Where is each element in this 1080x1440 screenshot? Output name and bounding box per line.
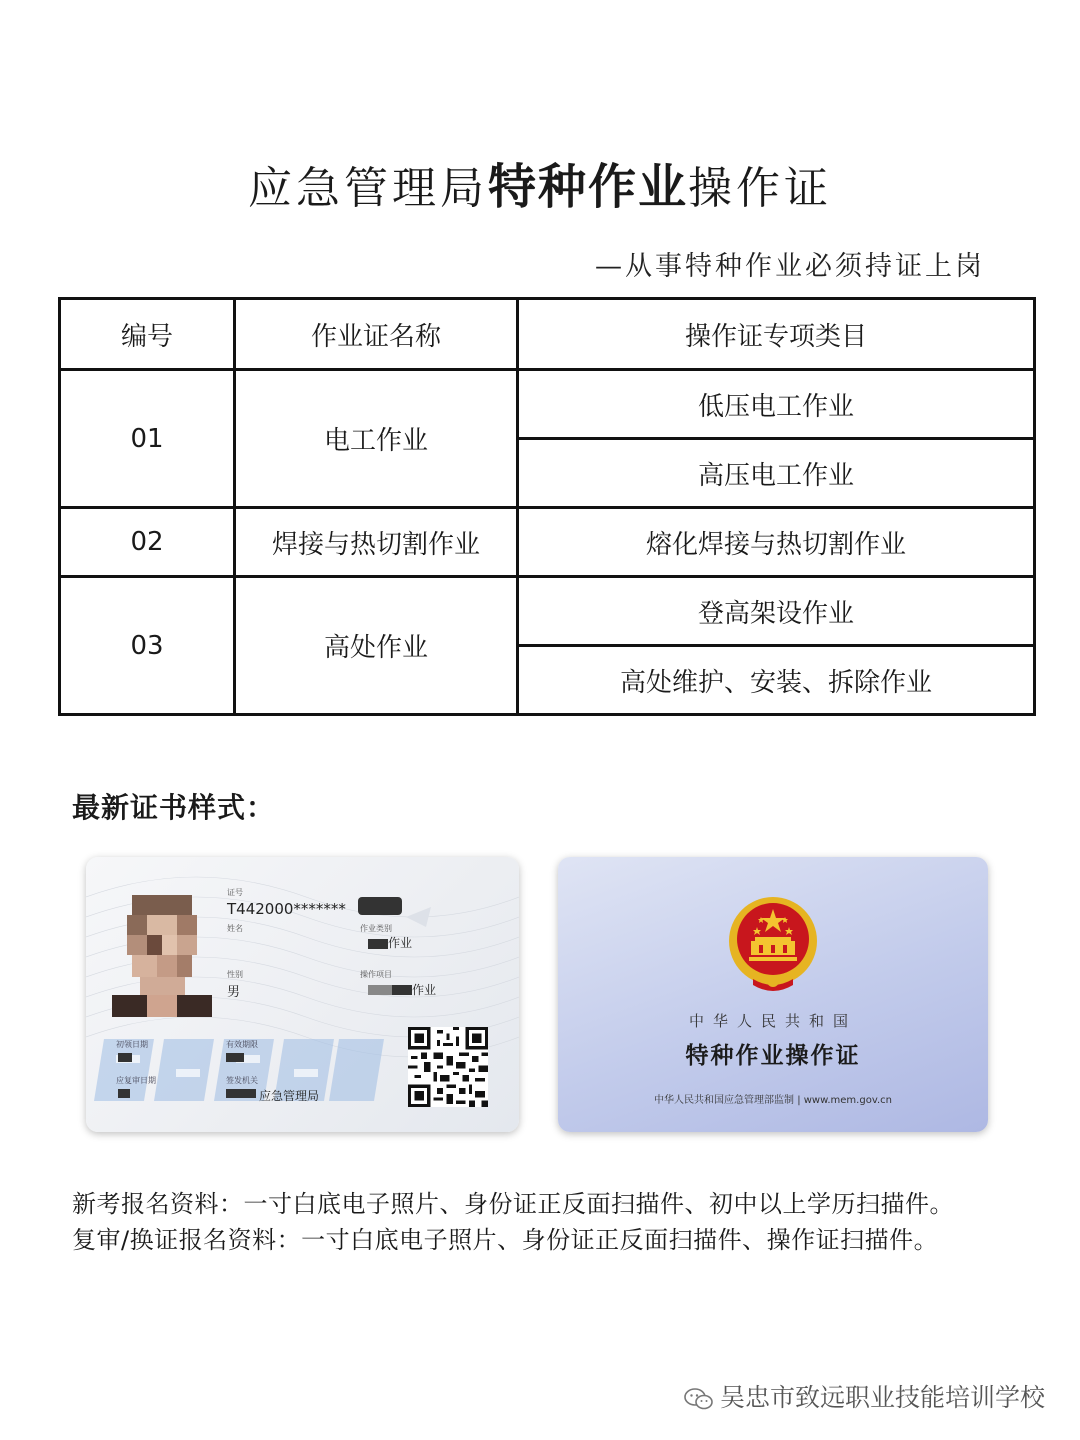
gender-value: 男 (227, 985, 241, 1000)
gender-label: 性别 (227, 970, 243, 979)
header-name: 作业证名称 (235, 299, 518, 370)
item-label: 操作项目 (360, 970, 392, 979)
redacted-block (358, 897, 402, 915)
redacted-block (368, 939, 388, 949)
redacted-block (392, 985, 412, 995)
row-name: 电工作业 (235, 370, 518, 508)
category-label: 作业类别 (360, 924, 392, 933)
name-label: 姓名 (227, 924, 243, 933)
requirement-review: 复审/换证报名资料：一寸白底电子照片、身份证正反面扫描件、操作证扫描件。 (72, 1226, 939, 1254)
requirement-new: 新考报名资料：一寸白底电子照片、身份证正反面扫描件、初中以上学历扫描件。 (72, 1190, 954, 1218)
certificate-card-front (86, 857, 519, 1132)
source-watermark (684, 1378, 1045, 1414)
redacted-block (368, 985, 392, 995)
table-row (60, 370, 1035, 439)
redacted-block (226, 1089, 256, 1098)
item-value: 作业 (412, 983, 437, 997)
row-number: 03 (60, 577, 235, 715)
category-value: 作业 (388, 936, 413, 950)
redacted-block (118, 1089, 130, 1098)
row-item: 熔化焊接与热切割作业 (518, 508, 1035, 577)
page-subtitle: —从事特种作业必须持证上岗 (595, 251, 985, 282)
table-header-row (60, 299, 1035, 370)
row-number: 02 (60, 508, 235, 577)
issuer-label: 签发机关 (226, 1076, 258, 1085)
qr-code (408, 1027, 488, 1107)
review-label: 应复审日期 (116, 1076, 156, 1085)
certificate-table (58, 297, 1036, 716)
pixelated-photo (112, 895, 212, 1017)
table-row (60, 577, 1035, 646)
valid-label: 有效期限 (226, 1040, 258, 1049)
id-label: 证号 (227, 888, 243, 897)
card-back-country: 中华人民共和国 (688, 1012, 857, 1030)
row-name: 焊接与热切割作业 (235, 508, 518, 577)
redacted-block (226, 1053, 244, 1062)
first-date-label: 初领日期 (116, 1040, 148, 1049)
header-number: 编号 (60, 299, 235, 370)
row-item: 高压电工作业 (518, 439, 1035, 508)
header-category: 操作证专项类目 (518, 299, 1035, 370)
national-emblem-icon (723, 893, 823, 997)
id-value: T442000******* (227, 900, 346, 918)
page-title: 应急管理局特种作业操作证 (247, 159, 832, 215)
row-name: 高处作业 (235, 577, 518, 715)
table-row (60, 508, 1035, 577)
redacted-block (118, 1053, 132, 1062)
row-item: 登高架设作业 (518, 577, 1035, 646)
source-watermark-text: 吴忠市致远职业技能培训学校 (719, 1383, 1045, 1412)
row-number: 01 (60, 370, 235, 508)
row-item: 高处维护、安装、拆除作业 (518, 646, 1035, 715)
wechat-icon (684, 1388, 714, 1410)
issuer-value: 应急管理局 (259, 1089, 320, 1103)
certificate-card-back (558, 857, 988, 1132)
card-back-footer: 中华人民共和国应急管理部监制 | www.mem.gov.cn (654, 1095, 892, 1106)
section-label: 最新证书样式： (72, 791, 276, 824)
row-item: 低压电工作业 (518, 370, 1035, 439)
card-back-title: 特种作业操作证 (685, 1043, 861, 1069)
